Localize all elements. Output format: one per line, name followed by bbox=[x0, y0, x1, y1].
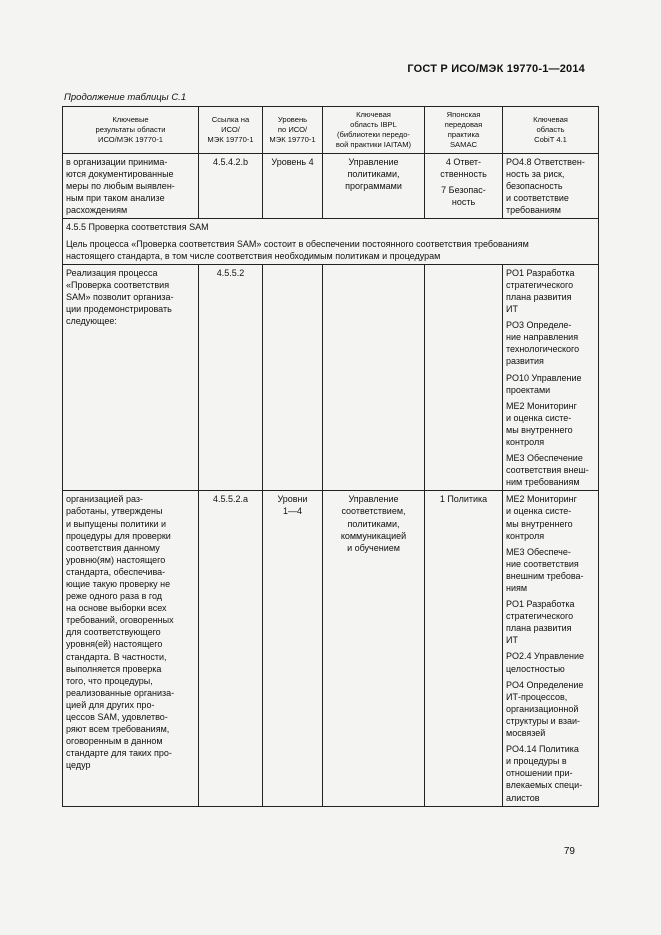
reference-cell: 4.5.5.2 bbox=[199, 264, 263, 491]
header-ibpl-area bbox=[323, 107, 425, 154]
entry bbox=[506, 743, 595, 803]
entry bbox=[506, 679, 595, 739]
level-cell bbox=[263, 264, 323, 491]
entry-line: мы внутреннего bbox=[506, 424, 573, 435]
entry-line: и соответствие bbox=[506, 193, 569, 204]
entry-line: PO3 Определе- bbox=[506, 320, 572, 331]
table-caption: Продолжение таблицы С.1 bbox=[64, 92, 187, 103]
ibpl-cell bbox=[323, 491, 425, 806]
reference-cell: 4.5.4.2.b bbox=[199, 154, 263, 219]
text-line: требований, оговоренных bbox=[66, 615, 174, 626]
text-line: оговоренным в данном bbox=[66, 736, 163, 747]
text-line: коммуникацией bbox=[340, 530, 407, 541]
text-line: Ключевая bbox=[533, 115, 568, 124]
entry-line: плана развития bbox=[506, 623, 572, 634]
level-cell bbox=[263, 491, 323, 806]
table-row bbox=[63, 264, 599, 491]
text-line: цессов SAM, удовлетво- bbox=[66, 712, 168, 723]
section-description bbox=[66, 238, 595, 262]
section-title: 4.5.5 Проверка соответствия SAM bbox=[66, 222, 209, 233]
text-line: реализованные организа- bbox=[66, 687, 175, 698]
text-line: Уровни bbox=[277, 494, 308, 505]
text-line: ИСО/ bbox=[221, 125, 240, 134]
text-line: 1—4 bbox=[282, 506, 302, 517]
text-line: меры по любым выявлен- bbox=[66, 181, 175, 192]
key-result-cell bbox=[63, 264, 199, 491]
header-reference bbox=[199, 107, 263, 154]
text-line: уровню(ям) настоящего bbox=[66, 554, 166, 565]
entry-line: ние соответствия bbox=[506, 558, 579, 569]
text-line: стандарте для таких про- bbox=[66, 748, 172, 759]
entry-line: и процедуры в bbox=[506, 756, 567, 767]
text-line: SAMAC bbox=[449, 140, 477, 149]
entry-line: и оценка систе- bbox=[506, 412, 572, 423]
text-line: выполняется проверка bbox=[66, 663, 162, 674]
entry-line: ME3 Обеспече- bbox=[506, 546, 571, 557]
text-line: процедуры для проверки bbox=[66, 530, 171, 541]
reference-cell: 4.5.5.2.a bbox=[199, 491, 263, 806]
text-line: для соответствующего bbox=[66, 627, 161, 638]
entry-line: ME2 Мониторинг bbox=[506, 494, 577, 505]
entry-line: структуры и взаи- bbox=[506, 715, 581, 726]
text-line: область IBPL bbox=[350, 120, 397, 129]
section-cell bbox=[63, 219, 599, 264]
text-line: МЭК 19770-1 bbox=[269, 135, 316, 144]
entry-line: и оценка систе- bbox=[506, 506, 572, 517]
entry-line: 1 Политика bbox=[439, 494, 488, 505]
text-line: ИСО/МЭК 19770-1 bbox=[98, 135, 163, 144]
entry-line: мосвязей bbox=[506, 728, 546, 739]
entry-line: PO4.8 Ответствен- bbox=[506, 157, 585, 167]
text-line: цедур bbox=[66, 760, 91, 771]
entry-line: ИТ bbox=[506, 635, 518, 646]
text-line: реже одного раза в год bbox=[66, 591, 163, 602]
text-line: Ссылка на bbox=[211, 115, 250, 124]
entry bbox=[506, 400, 595, 448]
entry-line: ME3 Обеспечение bbox=[506, 453, 583, 464]
text-line: Реализация процесса bbox=[66, 267, 158, 278]
text-line: стандарта, обеспечива- bbox=[66, 566, 166, 577]
text-line: на основе выборки всех bbox=[66, 603, 167, 614]
entry-line: PO4.14 Политика bbox=[506, 744, 579, 755]
entry-line: PO2.4 Управление bbox=[506, 651, 585, 662]
entry-line: алистов bbox=[506, 792, 540, 803]
cobit-cell bbox=[503, 491, 599, 806]
entry bbox=[506, 452, 595, 488]
ibpl-cell bbox=[323, 154, 425, 219]
entry bbox=[506, 546, 595, 594]
samac-cell bbox=[425, 264, 503, 491]
mapping-table bbox=[62, 106, 599, 807]
header-key-results bbox=[63, 107, 199, 154]
text-line: того, что процедуры, bbox=[66, 675, 153, 686]
text-line: программами bbox=[345, 181, 402, 192]
entry-line: организационной bbox=[506, 703, 579, 714]
text-line: Японская bbox=[446, 110, 481, 119]
text-line: по ИСО/ bbox=[277, 125, 308, 134]
cobit-cell bbox=[503, 154, 599, 219]
entry bbox=[506, 493, 595, 541]
entry-line: ние направления bbox=[506, 332, 579, 343]
entry-line: требованиям bbox=[506, 205, 561, 216]
entry-line: мы внутреннего bbox=[506, 518, 573, 529]
entry bbox=[506, 267, 595, 315]
text-line: работаны, утверждены bbox=[66, 506, 163, 517]
text-line: в организации принима- bbox=[66, 157, 168, 167]
entry-line: 4 Ответ- bbox=[445, 157, 482, 167]
entry-line: ним требованиям bbox=[506, 477, 580, 488]
text-line: настоящего стандарта, в том числе соответствия необходимым политикам и процедурам bbox=[66, 250, 441, 261]
table-row bbox=[63, 154, 599, 219]
entry-line: контроля bbox=[506, 530, 545, 541]
entry-line: PO1 Разработка bbox=[506, 599, 575, 610]
text-line: Уровень bbox=[277, 115, 308, 124]
key-result-cell bbox=[63, 154, 199, 219]
entry bbox=[428, 184, 499, 208]
entry bbox=[506, 598, 595, 646]
entry-line: технологического bbox=[506, 344, 580, 355]
text-line: Уровень 4 bbox=[271, 157, 314, 167]
text-line: цией для других про- bbox=[66, 699, 155, 710]
text-line: политиками, bbox=[347, 518, 400, 529]
text-line: ным при таком анализе bbox=[66, 193, 165, 204]
entry-line: проектами bbox=[506, 384, 551, 395]
text-line: (библиотеки передо- bbox=[337, 130, 410, 139]
entry-line: плана развития bbox=[506, 291, 572, 302]
text-line: МЭК 19770-1 bbox=[207, 135, 254, 144]
entry-line: PO4 Определение bbox=[506, 679, 584, 690]
entry-line: PO1 Разработка bbox=[506, 267, 575, 278]
text-line: SAM» позволит организа- bbox=[66, 291, 174, 302]
entry-line: ИТ bbox=[506, 304, 518, 315]
text-line: соответствия данному bbox=[66, 542, 160, 553]
entry-line: PO10 Управление bbox=[506, 372, 582, 383]
entry-line: ниям bbox=[506, 583, 528, 593]
level-cell bbox=[263, 154, 323, 219]
text-line: соответствием, bbox=[341, 506, 406, 517]
text-line: ряют всем требованиям, bbox=[66, 724, 170, 735]
text-line: практика bbox=[447, 130, 480, 139]
entry-line: ность за риск, bbox=[506, 169, 565, 180]
text-line: организацией раз- bbox=[66, 494, 143, 505]
text-line: передовая bbox=[444, 120, 483, 129]
text-line: следующее: bbox=[66, 316, 117, 327]
text-line: уровня(ей) настоящего bbox=[66, 639, 163, 650]
entry-line: соответствия внеш- bbox=[506, 465, 589, 476]
key-result-cell bbox=[63, 491, 199, 806]
entry-line: развития bbox=[506, 356, 544, 367]
text-line: ции продемонстрировать bbox=[66, 304, 172, 315]
entry bbox=[428, 493, 499, 505]
page-number: 79 bbox=[563, 846, 575, 857]
document-code: ГОСТ Р ИСО/МЭК 19770-1—2014 bbox=[407, 63, 585, 75]
entry bbox=[506, 650, 595, 674]
entry-line: ИТ-процессов, bbox=[506, 691, 568, 702]
text-line: Управление bbox=[348, 157, 399, 167]
cobit-cell bbox=[503, 264, 599, 491]
header-cobit-area bbox=[503, 107, 599, 154]
entry-line: контроля bbox=[506, 436, 545, 447]
text-line: Ключевая bbox=[356, 110, 391, 119]
text-line: Управление bbox=[348, 494, 399, 505]
text-line: область bbox=[536, 125, 565, 134]
entry-line: внешним требова- bbox=[506, 570, 584, 581]
entry-line: ME2 Мониторинг bbox=[506, 400, 577, 411]
text-line: стандарта. В частности, bbox=[66, 651, 167, 662]
text-line: ющие такую проверку не bbox=[66, 579, 171, 589]
text-line: ются документированные bbox=[66, 169, 174, 180]
entry bbox=[428, 156, 499, 180]
entry bbox=[506, 372, 595, 396]
entry bbox=[506, 319, 595, 367]
table-header-row bbox=[63, 107, 599, 154]
ibpl-cell bbox=[323, 264, 425, 491]
text-line: расхождениям bbox=[66, 205, 128, 216]
text-line: Ключевые bbox=[112, 115, 149, 124]
text-line: результаты области bbox=[95, 125, 166, 134]
entry bbox=[506, 156, 595, 216]
entry-line: стратегического bbox=[506, 279, 574, 290]
section-row bbox=[63, 219, 599, 264]
text-line: вой практики IAITAM) bbox=[335, 140, 412, 149]
entry-line: отношении при- bbox=[506, 768, 573, 779]
entry-line: 7 Безопас- bbox=[441, 185, 486, 196]
text-line: CobiT 4.1 bbox=[534, 135, 567, 144]
text-line: политиками, bbox=[347, 169, 400, 180]
text-line: и выпущены политики и bbox=[66, 518, 167, 529]
text-line: «Проверка соответствия bbox=[66, 279, 170, 290]
entry-line: стратегического bbox=[506, 611, 574, 622]
text-line: и обучением bbox=[347, 542, 400, 553]
entry-line: безопасность bbox=[506, 181, 563, 192]
entry-line: влекаемых специ- bbox=[506, 780, 583, 791]
header-level bbox=[263, 107, 323, 154]
text-line: Цель процесса «Проверка соответствия SAM» состоит в обеспечении постоянного соответствия требованиям bbox=[66, 238, 529, 249]
header-samac-practice bbox=[425, 107, 503, 154]
entry-line: ность bbox=[451, 197, 476, 208]
entry-line: целостностью bbox=[506, 663, 565, 674]
table-row bbox=[63, 491, 599, 806]
samac-cell bbox=[425, 491, 503, 806]
samac-cell bbox=[425, 154, 503, 219]
entry-line: ственность bbox=[440, 169, 487, 180]
